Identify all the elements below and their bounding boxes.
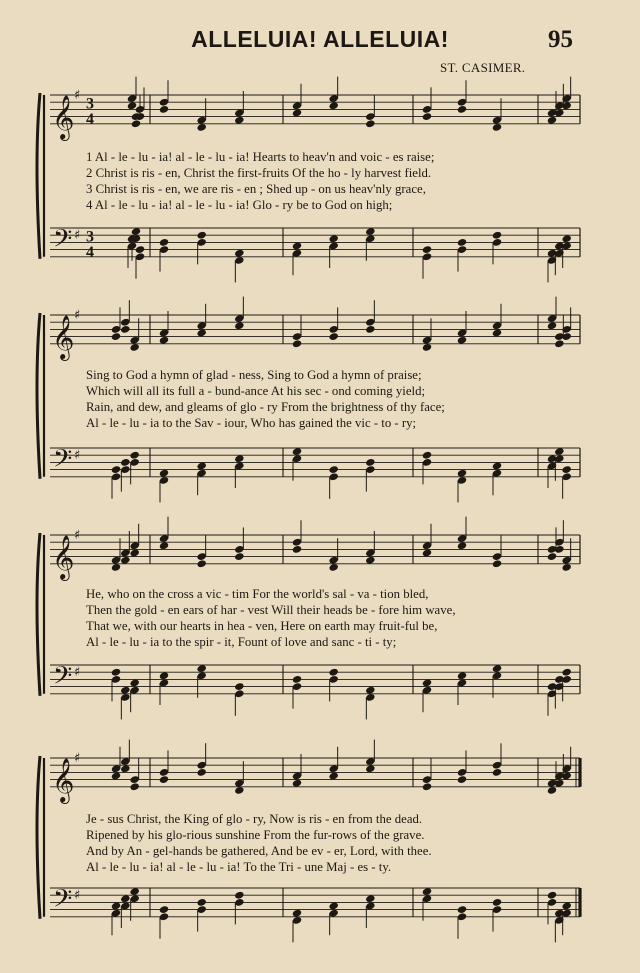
note-head [196,898,206,907]
note-head [457,105,467,114]
sharp-sign: ♯ [74,448,81,463]
note-head [196,231,206,240]
note-head [457,775,467,784]
note-head [135,245,145,254]
bass-clef: 𝄢 [53,661,73,697]
tune-name: ST. CASIMER. [440,60,526,75]
treble-clef: 𝄞 [52,757,75,802]
bass-clef: 𝄢 [53,444,73,480]
note-head [111,332,121,341]
sharp-sign: ♯ [74,528,81,543]
lyric-line: Sing to God a hymn of glad - ness, Sing to God a hymn of praise; [86,368,422,382]
note-head [547,552,557,561]
lyric-line: And by An - gel-hands be gathered, And be ev - er, Lord, with thee. [86,844,432,858]
note-head [422,451,432,460]
hymn-title: ALLELUIA! ALLELUIA! [191,26,449,52]
note-head [328,332,338,341]
note-head [422,782,432,791]
note-head [159,105,169,114]
note-head [561,465,571,474]
note-head [196,559,206,568]
note-head [196,768,206,777]
lyric-line: 3 Christ is ris - en, we are ris - en ; Shed up - on us heav'nly grace, [86,182,426,196]
lyric-line: Which will all its full a - bund-ance At his sec - ond coming yield; [86,384,426,398]
note-head [292,545,302,554]
note-head [120,458,130,467]
note-head [111,668,121,677]
page-number: 95 [548,26,573,53]
time-signature-top: 3 [86,228,94,246]
treble-clef: 𝄞 [52,314,75,359]
note-head [492,898,502,907]
bass-clef: 𝄢 [53,884,73,920]
note-head [159,238,169,247]
treble-clef: 𝄞 [52,534,75,579]
time-signature-top: 3 [86,95,94,113]
note-head [492,231,502,240]
sharp-sign: ♯ [74,88,81,103]
note-head [492,559,502,568]
note-head [129,782,139,791]
note-head [159,905,169,914]
time-signature-bottom: 4 [86,243,94,261]
sharp-sign: ♯ [74,308,81,323]
note-head [234,682,244,691]
note-head [365,325,375,334]
bass-clef: 𝄢 [53,224,73,260]
note-head [457,905,467,914]
sharp-sign: ♯ [74,888,81,903]
note-head [492,768,502,777]
lyric-line: Je - sus Christ, the King of glo - ry, Now is ris - en from the dead. [86,812,423,826]
lyric-line: Al - le - lu - ia! al - le - lu - ia! To the Tri - une Maj - es - ty. [86,860,392,874]
note-head [422,112,432,121]
sharp-sign: ♯ [74,751,81,766]
lyric-line: That we, with our hearts in hea - ven, Here on earth may fruit-ful be, [86,619,438,633]
note-head [111,465,121,474]
note-head [129,451,139,460]
lyric-line: Then the gold - en ears of har - vest Will their heads be - fore him wave, [86,603,456,617]
lyric-line: He, who on the cross a vic - tim For the world's sal - va - tion bled, [86,587,429,601]
note-head [457,238,467,247]
note-head [234,552,244,561]
note-head [328,668,338,677]
brace [37,756,40,919]
sharp-sign: ♯ [74,665,81,680]
brace [37,93,40,259]
lyric-line: Al - le - lu - ia to the spir - it, Fount of love and sanc - ti - ty; [86,635,397,649]
note-head [131,119,141,128]
note-head [234,891,244,900]
lyric-line: 4 Al - le - lu - ia! al - le - lu - ia! Glo - ry be to God on high; [86,198,393,212]
note-head [120,325,130,334]
note-head [365,119,375,128]
note-head [422,245,432,254]
note-head [159,775,169,784]
lyric-line: Rain, and dew, and gleams of glo - ry From the brightness of thy face; [86,400,445,414]
note-head [547,891,557,900]
lyric-line: Al - le - lu - ia to the Sav - iour, Who has gained the vic - to - ry; [86,416,417,430]
lyric-line: Ripened by his glo-rious sunshine From the fur-rows of the grave. [86,828,425,842]
brace [37,533,40,696]
brace [37,313,40,479]
note-head [561,668,571,677]
sharp-sign: ♯ [74,228,81,243]
note-head [365,458,375,467]
time-signature-bottom: 4 [86,110,94,128]
lyric-line: 1 Al - le - lu - ia! al - le - lu - ia! Hearts to heav'n and voic - es raise; [86,150,435,164]
note-head [292,339,302,348]
treble-clef: 𝄞 [52,94,75,139]
lyric-line: 2 Christ is ris - en, Christ the first-fruits Of the ho - ly harvest field. [86,166,432,180]
note-head [554,339,564,348]
note-head [328,465,338,474]
note-head [292,675,302,684]
